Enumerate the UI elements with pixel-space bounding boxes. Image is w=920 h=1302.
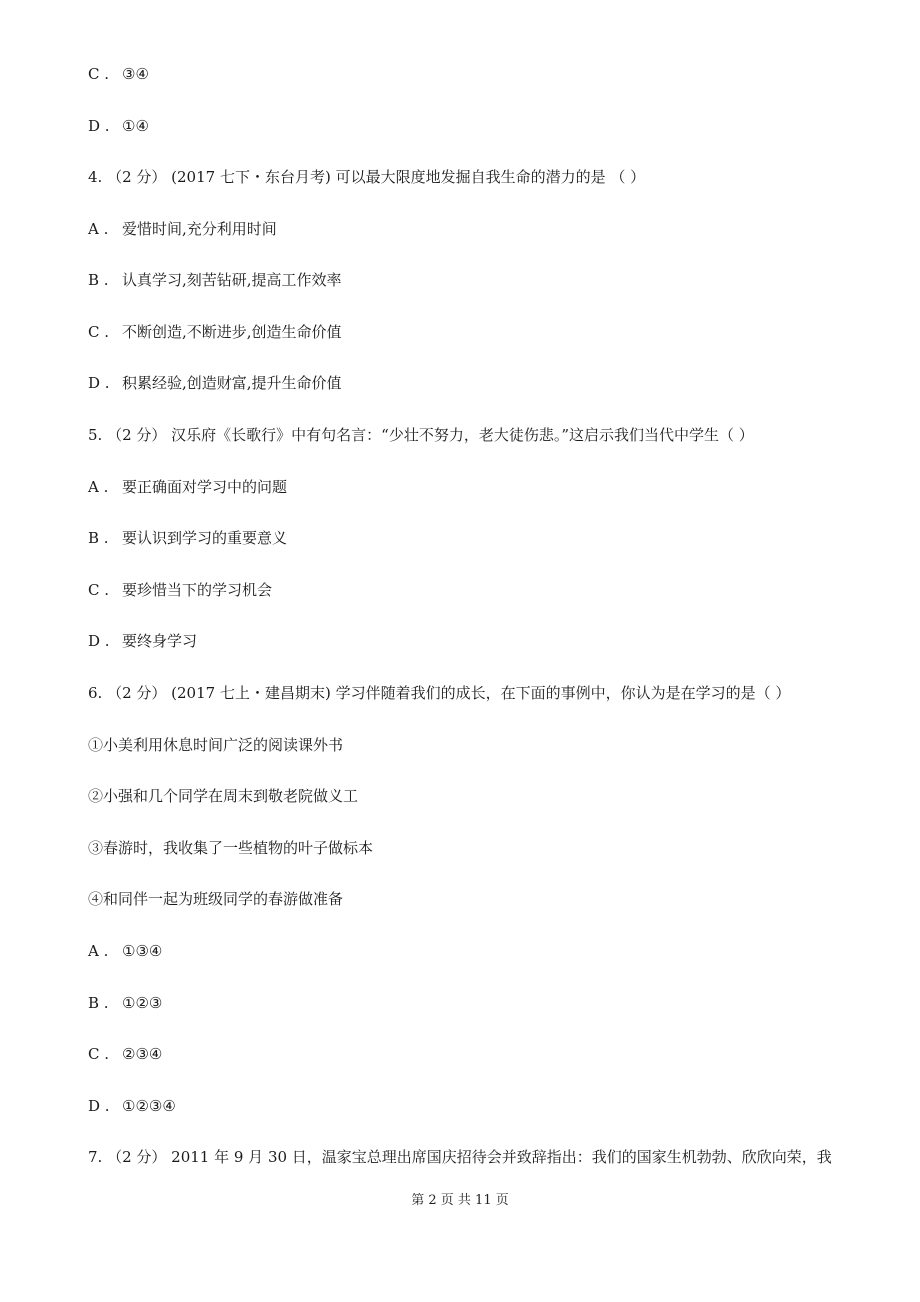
option-b bbox=[88, 993, 162, 1013]
option-d bbox=[88, 116, 149, 136]
option-d bbox=[88, 1096, 176, 1116]
option-a bbox=[88, 941, 162, 961]
option-d bbox=[88, 631, 197, 651]
option-letter: D . bbox=[88, 374, 110, 392]
option-text: 爱惜时间,充分利用时间 bbox=[122, 220, 277, 238]
statement-4: ④和同伴一起为班级同学的春游做准备 bbox=[88, 890, 344, 908]
option-c bbox=[88, 322, 342, 342]
option-b bbox=[88, 270, 342, 290]
option-a bbox=[88, 477, 287, 497]
option-text: ①③④ bbox=[122, 942, 163, 960]
option-letter: C . bbox=[88, 581, 110, 599]
option-c bbox=[88, 64, 149, 84]
option-letter: B . bbox=[88, 271, 109, 289]
option-text: ③④ bbox=[122, 65, 149, 83]
option-text: 要终身学习 bbox=[122, 632, 198, 650]
option-c bbox=[88, 1044, 162, 1064]
option-d bbox=[88, 373, 342, 393]
option-text: 不断创造,不断进步,创造生命价值 bbox=[122, 323, 342, 341]
option-letter: A . bbox=[88, 478, 109, 496]
option-letter: C . bbox=[88, 323, 110, 341]
statement-1: ①小美利用休息时间广泛的阅读课外书 bbox=[88, 736, 344, 754]
option-text: ①②③ bbox=[122, 994, 163, 1012]
option-text: 积累经验,创造财富,提升生命价值 bbox=[122, 374, 342, 392]
option-b bbox=[88, 528, 287, 548]
option-letter: A . bbox=[88, 942, 109, 960]
option-letter: C . bbox=[88, 65, 110, 83]
question-5: 5. （2 分） 汉乐府《长歌行》中有句名言：“少壮不努力，老大徒伤悲。”这启示我们当代中学生（ ） bbox=[88, 426, 754, 444]
option-c bbox=[88, 580, 272, 600]
option-letter: C . bbox=[88, 1045, 110, 1063]
option-text: ①②③④ bbox=[122, 1097, 176, 1115]
option-letter: B . bbox=[88, 529, 109, 547]
statement-2: ②小强和几个同学在周末到敬老院做义工 bbox=[88, 787, 359, 805]
option-text: ②③④ bbox=[122, 1045, 163, 1063]
option-text: 要珍惜当下的学习机会 bbox=[122, 581, 273, 599]
option-text: 要认识到学习的重要意义 bbox=[122, 529, 288, 547]
page-footer: 第 2 页 共 11 页 bbox=[411, 1193, 509, 1208]
statement-3: ③春游时，我收集了一些植物的叶子做标本 bbox=[88, 839, 374, 857]
option-letter: D . bbox=[88, 1097, 110, 1115]
option-letter: D . bbox=[88, 632, 110, 650]
option-a bbox=[88, 219, 277, 239]
question-6: 6. （2 分） (2017 七上・建昌期末) 学习伴随着我们的成长，在下面的事例中，你认为是在学习的是（ ） bbox=[88, 684, 791, 702]
question-4: 4. （2 分） (2017 七下・东台月考) 可以最大限度地发掘自我生命的潜力的是 （ ） bbox=[88, 168, 646, 186]
option-letter: B . bbox=[88, 994, 109, 1012]
option-letter: D . bbox=[88, 117, 110, 135]
option-text: ①④ bbox=[122, 117, 149, 135]
option-letter: A . bbox=[88, 220, 109, 238]
option-text: 认真学习,刻苦钻研,提高工作效率 bbox=[122, 271, 342, 289]
option-text: 要正确面对学习中的问题 bbox=[122, 478, 288, 496]
question-7: 7. （2 分） 2011 年 9 月 30 日，温家宝总理出席国庆招待会并致辞指出：我们的国家生机勃勃、欣欣向荣，我 bbox=[88, 1148, 832, 1166]
